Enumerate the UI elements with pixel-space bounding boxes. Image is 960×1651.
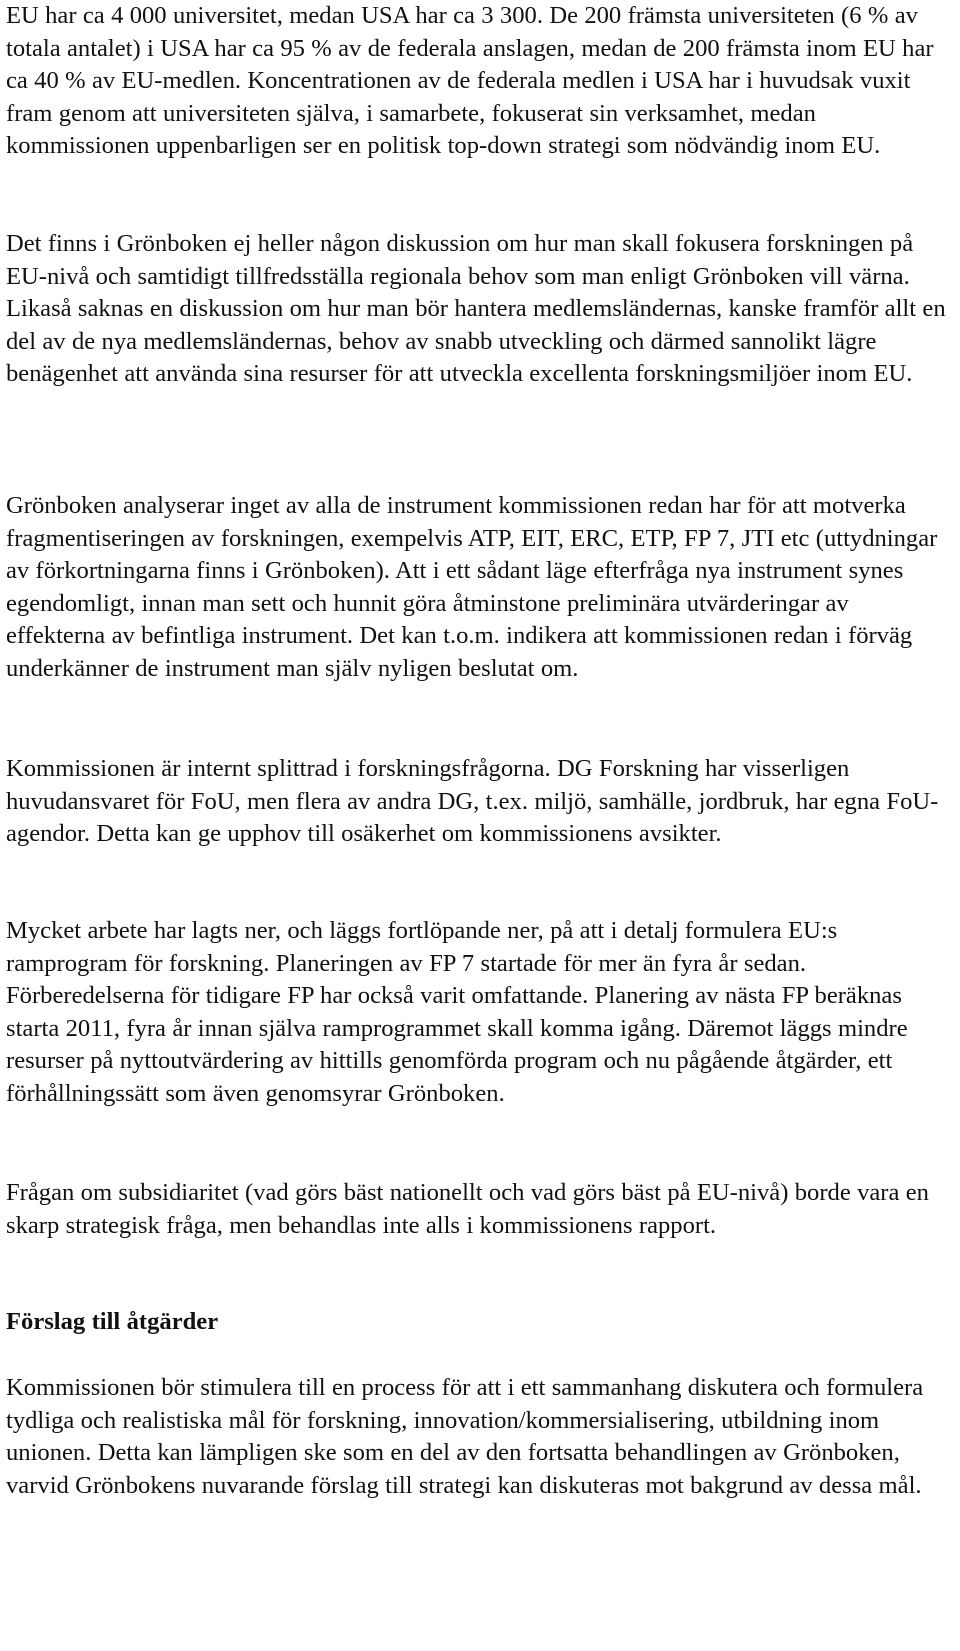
paragraph-framework-programme: Mycket arbete har lagts ner, och läggs fortlöpande ner, på att i detalj formulera EU:s ramprogram för forskning. Planeringen av FP 7 startade för mer än fyra år sedan. Förberedelserna för tidigare FP har också varit omfattande. Planering av nästa FP beräknas starta 2011, fyra år innan själva ramprogrammet skall komma igång. Däremot läggs mindre resurser på nyttoutvärdering av hittills genomförda program och nu pågående åtgärder, ett förhållningssätt som även genomsyrar Grönboken. (6, 917, 908, 1107)
paragraph-universities: EU har ca 4 000 universitet, medan USA har ca 3 300. De 200 främsta universiteten (6 % av totala antalet) i USA har ca 95 % av de federala anslagen, medan de 200 främsta inom EU har ca 40 % av EU-medlen. Koncentrationen av de federala medlen i USA har i huvudsak vuxit fram genom att universiteten själva, i samarbete, fokuserat sin verksamhet, medan kommissionen uppenbarligen ser en politisk top-down strategi som nödvändig inom EU. (6, 2, 934, 160)
paragraph-instruments: Grönboken analyserar inget av alla de instrument kommissionen redan har för att motverka fragmentiseringen av forskningen, exempelvis ATP, EIT, ERC, ETP, FP 7, JTI etc (uttydningar av förkortningarna finns i Grönboken). Att i ett sådant läge efterfråga nya instrument synes egendomligt, innan man sett och hunnit göra åtminstone preliminära utvärderingar av effekterna av befintliga instrument. Det kan t.o.m. indikera att kommissionen redan i förväg underkänner de instrument man själv nyligen beslutat om. (6, 492, 938, 682)
paragraph-proposal: Kommissionen bör stimulera till en process för att i ett sammanhang diskutera och formulera tydliga och realistiska mål för forskning, innovation/kommersialisering, utbildning inom unionen. Detta kan lämpligen ske som en del av den fortsatta behandlingen av Grönboken, varvid Grönbokens nuvarande förslag till strategi kan diskuteras mot bakgrund av dessa mål. (6, 1374, 924, 1499)
paragraph-commission-split: Kommissionen är internt splittrad i forskningsfrågorna. DG Forskning har visserligen huvudansvaret för FoU, men flera av andra DG, t.ex. miljö, samhälle, jordbruk, har egna FoU-agendor. Detta kan ge upphov till osäkerhet om kommissionens avsikter. (6, 755, 939, 848)
paragraph-subsidiarity: Frågan om subsidiaritet (vad görs bäst nationellt och vad görs bäst på EU-nivå) borde vara en skarp strategisk fråga, men behandlas inte alls i kommissionens rapport. (6, 1179, 929, 1239)
section-heading: Förslag till åtgärder (6, 1308, 219, 1335)
paragraph-focus-discussion: Det finns i Grönboken ej heller någon diskussion om hur man skall fokusera forskningen på EU-nivå och samtidigt tillfredsställa regionala behov som man enligt Grönboken vill värna. Likaså saknas en diskussion om hur man bör hantera medlemsländernas, kanske framför allt en del av de nya medlemsländernas, behov av snabb utveckling och därmed sannolikt lägre benägenhet att använda sina resurser för att utveckla excellenta forskningsmiljöer inom EU. (6, 230, 946, 388)
